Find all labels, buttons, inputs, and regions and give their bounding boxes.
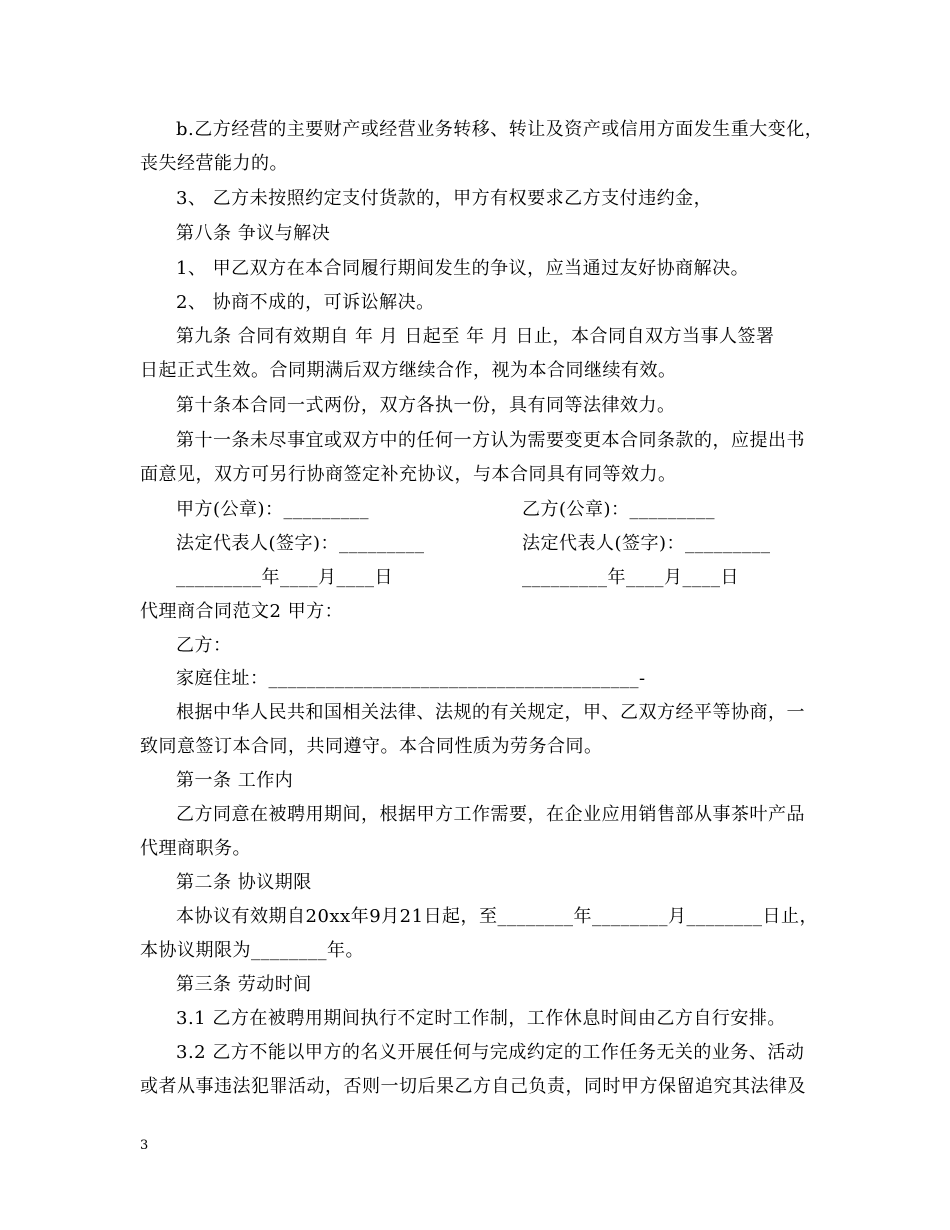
paragraph-line: 或者从事违法犯罪活动，否则一切后果乙方自己负责，同时甲方保留追究其法律及: [140, 1076, 806, 1097]
paragraph-line: 第十条本合同一式两份，双方各执一份，具有同等法律效力。: [176, 395, 676, 416]
paragraph-line: 本协议期限为________年。: [140, 940, 364, 961]
paragraph-line: 3、 乙方未按照约定支付货款的，甲方有权要求乙方支付违约金，: [176, 188, 713, 209]
section-heading: 第八条 争议与解决: [176, 223, 331, 244]
paragraph-line: 家庭住址：_______________________________________-: [176, 668, 646, 689]
paragraph-line: 第十一条未尽事宜或双方中的任何一方认为需要变更本合同条款的，应提出书: [176, 430, 805, 451]
section-heading: 第三条 劳动时间: [176, 974, 312, 995]
party-b-seal-line: 乙方(公章)：_________: [522, 499, 716, 520]
paragraph-line: 本协议有效期自20xx年9月21日起，至________年________月________日止，: [176, 906, 819, 927]
paragraph-line: 3.2 乙方不能以甲方的名义开展任何与完成约定的工作任务无关的业务、活动: [176, 1042, 805, 1063]
paragraph-line: 日起正式生效。合同期满后双方继续合作，视为本合同继续有效。: [140, 360, 677, 381]
section-heading: 第二条 协议期限: [176, 872, 312, 893]
paragraph-line: 第九条 合同有效期自 年 月 日起至 年 月 日止，本合同自双方当事人签署: [176, 326, 775, 347]
party-a-date-line: _________年____月____日: [176, 567, 393, 588]
paragraph-line: 2、 协商不成的，可诉讼解决。: [176, 292, 435, 313]
section-heading: 第一条 工作内: [176, 770, 294, 791]
paragraph-line: 乙方：: [176, 635, 232, 656]
party-b-rep-line: 法定代表人(签字)：_________: [522, 533, 771, 554]
paragraph-line: 面意见，双方可另行协商签定补充协议，与本合同具有同等效力。: [140, 464, 677, 485]
contract-title-line: 代理商合同范文2 甲方：: [140, 601, 344, 622]
page-number: 3: [140, 1138, 149, 1153]
party-a-seal-line: 甲方(公章)：_________: [176, 499, 370, 520]
paragraph-line: 致同意签订本合同，共同遵守。本合同性质为劳务合同。: [140, 736, 603, 757]
paragraph-line: 乙方同意在被聘用期间，根据甲方工作需要，在企业应用销售部从事茶叶产品: [176, 804, 805, 825]
paragraph-line: 丧失经营能力的。: [140, 153, 288, 174]
paragraph-line: b.乙方经营的主要财产或经营业务转移、转让及资产或信用方面发生重大变化，: [176, 119, 824, 140]
paragraph-line: 1、 甲乙双方在本合同履行期间发生的争议，应当通过友好协商解决。: [176, 258, 750, 279]
paragraph-line: 根据中华人民共和国相关法律、法规的有关规定，甲、乙双方经平等协商，一: [176, 702, 805, 723]
party-a-rep-line: 法定代表人(签字)：_________: [176, 533, 425, 554]
party-b-date-line: _________年____月____日: [522, 567, 739, 588]
paragraph-line: 代理商职务。: [140, 838, 251, 859]
paragraph-line: 3.1 乙方在被聘用期间执行不定时工作制，工作休息时间由乙方自行安排。: [176, 1008, 786, 1029]
